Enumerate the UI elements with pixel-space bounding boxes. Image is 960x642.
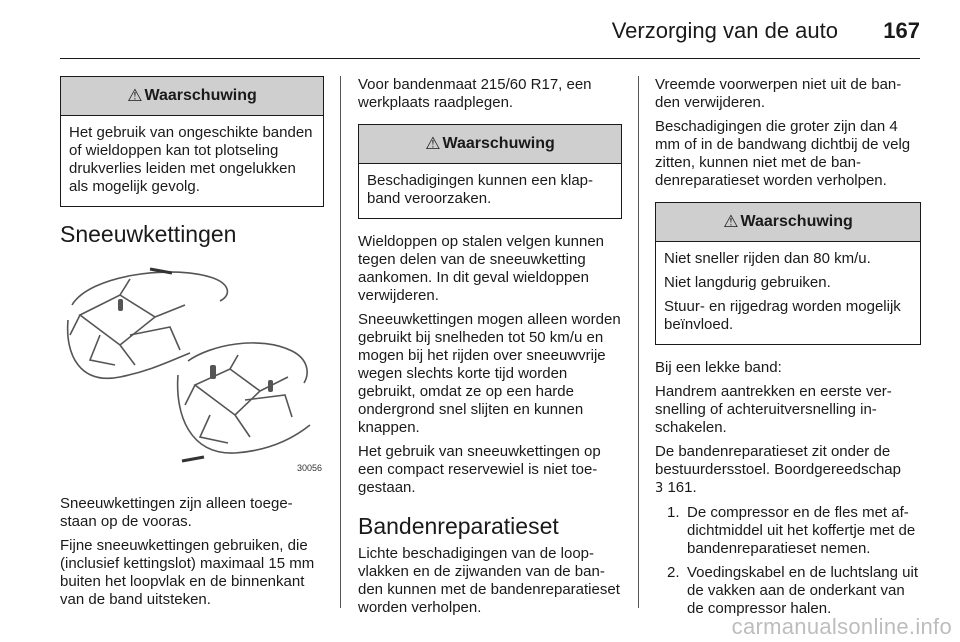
paragraph-text: De bandenreparatieset zit onder de bestuurdersstoel. Boordgereedschap: [655, 443, 901, 478]
header-rule: [60, 58, 920, 59]
section-heading-tire-repair-kit: Bandenreparatieset: [358, 513, 559, 539]
warning-box: [655, 202, 921, 345]
warning-box: [358, 124, 622, 219]
paragraph: Fijne sneeuwkettingen gebruiken, die (inclusief kettingslot) maximaal 15 mm buiten het loopvlak en de binnenkant van de band uitsteken.: [60, 537, 315, 608]
warning-header: [61, 77, 323, 116]
page-reference-arrow-icon: 3: [655, 481, 664, 496]
paragraph: [655, 443, 921, 498]
warning-label: Waarschuwing: [442, 135, 555, 152]
warning-text: Het gebruik van ongeschikte banden of wieldoppen kan tot plotseling drukverlies leiden met ongelukken als mogelijk gevolg.: [69, 124, 313, 195]
warning-label: Waarschuwing: [144, 87, 257, 104]
column-divider: [340, 76, 341, 608]
warning-body: [359, 164, 621, 218]
warning-line: Stuur- en rijgedrag worden mogelijk beïnvloed.: [664, 298, 901, 333]
column-1: [60, 76, 324, 615]
paragraph: Beschadigingen die groter zijn dan 4 mm of in de bandwang dichtbij de velg zitten, kunnen niet met de bandenreparatieset worden verholpen.: [655, 118, 911, 189]
snow-chain-illustration: [60, 265, 324, 475]
warning-triangle-icon: ⚠: [127, 86, 143, 105]
paragraph: Handrem aantrekken en eerste versnelling of achteruitversnelling inschakelen.: [655, 383, 892, 436]
warning-header: [656, 203, 920, 242]
paragraph: Sneeuwkettingen mogen alleen worden gebruikt bij snelheden tot 50 km/u en mogen bij het rijden over sneeuwvrije wegen slechts korte tijd worden gebruikt, omdat ze op een harde ondergrond snel slijten en kunnen knappen.: [358, 311, 621, 436]
warning-box: [60, 76, 324, 207]
running-header-title: Verzorging van de auto: [611, 18, 838, 43]
paragraph: Het gebruik van sneeuwkettingen op een compact reservewiel is niet toegestaan.: [358, 443, 601, 496]
paragraph: Wieldoppen op stalen velgen kunnen tegen delen van de sneeuwketting aankomen. In dit geval wieldoppen verwijderen.: [358, 233, 605, 304]
paragraph: Bij een lekke band:: [655, 359, 782, 376]
list-item: [655, 564, 921, 618]
column-3: [655, 76, 921, 624]
warning-text: Beschadigingen kunnen een klapband veroorzaken.: [367, 172, 594, 207]
list-item: [655, 504, 921, 558]
warning-triangle-icon: ⚠: [425, 134, 441, 153]
steps-list: [655, 504, 921, 618]
warning-header: [359, 125, 621, 164]
step-number: 2.: [667, 564, 680, 581]
watermark: carmanualsonline.info: [731, 614, 952, 639]
warning-triangle-icon: ⚠: [723, 212, 739, 231]
step-text: De compressor en de fles met afdichtmiddel uit het koffertje met de bandenreparatieset nemen.: [687, 504, 916, 557]
section-heading-snow-chains: Sneeuwkettingen: [60, 221, 237, 247]
step-text: Voedingskabel en de luchtslang uit de vakken aan de onderkant van de compressor halen.: [687, 564, 919, 617]
step-number: 1.: [667, 504, 680, 521]
warning-label: Waarschuwing: [740, 213, 853, 230]
column-2: [358, 76, 622, 623]
warning-body: [61, 116, 323, 206]
warning-body: [656, 242, 920, 344]
figure-number: 30056: [296, 463, 322, 473]
paragraph: Sneeuwkettingen zijn alleen toegestaan op de vooras.: [60, 495, 293, 530]
column-divider: [638, 76, 639, 608]
page-number: 167: [883, 18, 920, 43]
paragraph: Lichte beschadigingen van de loopvlakken en de zijwanden van de banden kunnen met de bandenreparatieset worden verholpen.: [358, 545, 620, 616]
snow-chain-drawing: [60, 265, 324, 475]
warning-line: Niet langdurig gebruiken.: [664, 274, 831, 291]
page-reference-link[interactable]: 161.: [667, 479, 697, 496]
paragraph: Voor bandenmaat 215/60 R17, een werkplaats raadplegen.: [358, 76, 592, 111]
paragraph: Vreemde voorwerpen niet uit de banden verwijderen.: [655, 76, 902, 111]
warning-line: Niet sneller rijden dan 80 km/u.: [664, 250, 871, 267]
